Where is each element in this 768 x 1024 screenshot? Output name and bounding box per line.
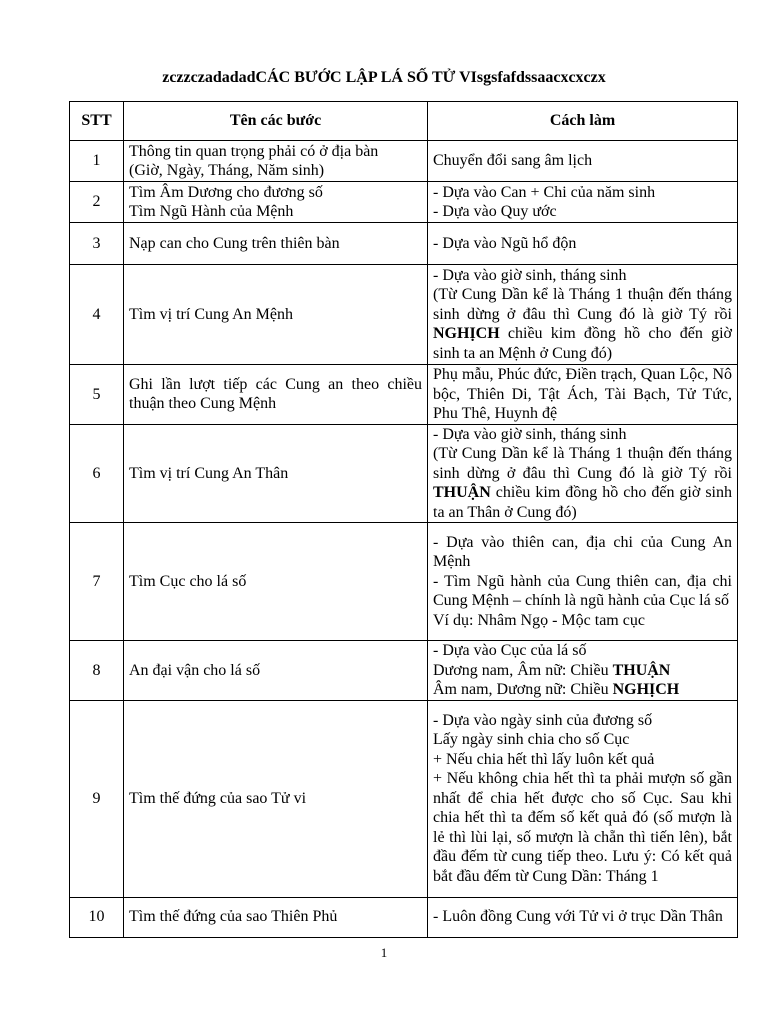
- header-method: Cách làm: [428, 102, 738, 141]
- method-line: - Luôn đồng Cung với Tử vi ở trục Dần Thân: [433, 908, 723, 926]
- row-stt: 2: [70, 182, 124, 223]
- method-line: - Dựa vào Ngũ hổ độn: [433, 234, 577, 252]
- method-line: - Dựa vào thiên can, địa chi của Cung An Mệnh: [433, 533, 732, 571]
- row-stt: 4: [70, 265, 124, 365]
- header-step-name: Tên các bước: [124, 102, 428, 141]
- steps-table: [69, 101, 738, 938]
- method-line: - Dựa vào Cục của lá số: [433, 642, 587, 659]
- table-row: [70, 265, 738, 365]
- row-step-name: [124, 523, 428, 641]
- method-line: Lấy ngày sinh chia cho số Cục: [433, 731, 630, 749]
- row-stt: 9: [70, 700, 124, 897]
- method-line: Chuyển đổi sang âm lịch: [433, 152, 593, 170]
- row-step-name: [124, 424, 428, 523]
- row-method: [428, 223, 738, 265]
- row-method: [428, 897, 738, 937]
- direction-emphasis: THUẬN: [433, 484, 491, 501]
- method-line: (Từ Cung Dần kể là Tháng 1 thuận đến tháng sinh dừng ở đâu thì Cung đó là giờ Tý rồi NGHỊCH chiều kim đồng hồ cho đến giờ sinh ta an Mệnh ở Cung đó): [433, 286, 732, 362]
- table-row: [70, 700, 738, 897]
- method-line: - Dựa vào giờ sinh, tháng sinh: [433, 266, 627, 284]
- row-method: [428, 424, 738, 523]
- method-line: Âm nam, Dương nữ: Chiều NGHỊCH: [433, 681, 680, 698]
- step-name-line: Tìm vị trí Cung An Mệnh: [129, 305, 293, 323]
- table-row: [70, 523, 738, 641]
- row-step-name: [124, 365, 428, 425]
- page-title: zczzczadadadCÁC BƯỚC LẬP LÁ SỐ TỬ VIsgsfafdssaacxcxczx: [162, 69, 606, 86]
- row-step-name: [124, 641, 428, 701]
- row-method: [428, 523, 738, 641]
- row-stt: 10: [70, 897, 124, 937]
- direction-emphasis: NGHỊCH: [433, 325, 500, 343]
- row-stt: 6: [70, 424, 124, 523]
- row-method: [428, 265, 738, 365]
- step-name-line: (Giờ, Ngày, Tháng, Năm sinh): [129, 162, 325, 179]
- step-name-line: Tìm thế đứng của sao Thiên Phủ: [129, 908, 338, 926]
- header-stt: STT: [70, 102, 124, 141]
- step-name-line: Thông tin quan trọng phải có ở địa bàn: [129, 142, 379, 160]
- row-stt: 3: [70, 223, 124, 265]
- row-method: [428, 141, 738, 182]
- method-line: - Dựa vào Can + Chi của năm sinh: [433, 183, 656, 201]
- row-method: [428, 365, 738, 425]
- step-name-line: Tìm vị trí Cung An Thân: [129, 464, 289, 482]
- step-name-line: Tìm Âm Dương cho đương số: [129, 183, 323, 201]
- row-stt: 7: [70, 523, 124, 641]
- method-line: - Dựa vào Quy ước: [433, 203, 557, 220]
- table-row: [70, 182, 738, 223]
- direction-emphasis: THUẬN: [612, 661, 671, 679]
- table-row: [70, 897, 738, 937]
- method-line: Ví dụ: Nhâm Ngọ - Mộc tam cục: [433, 611, 645, 629]
- row-method: [428, 182, 738, 223]
- row-stt: 1: [70, 141, 124, 182]
- table-row: [70, 424, 738, 523]
- method-line: (Từ Cung Dần kể là Tháng 1 thuận đến tháng sinh dừng ở đâu thì Cung đó là giờ Tý rồi THUẬN chiều kim đồng hồ cho đến giờ sinh ta an Thân ở Cung đó): [433, 445, 732, 521]
- method-line: Phụ mẫu, Phúc đức, Điền trạch, Quan Lộc, Nô bộc, Thiên Di, Tật Ách, Tài Bạch, Tử Tức, Phu Thê, Huynh đệ: [433, 366, 732, 422]
- method-line: + Nếu chia hết thì lấy luôn kết quả: [433, 750, 655, 768]
- step-name-line: An đại vận cho lá số: [129, 661, 261, 679]
- step-name-line: Tìm Cục cho lá số: [129, 572, 247, 590]
- row-step-name: [124, 223, 428, 265]
- row-step-name: [124, 700, 428, 897]
- step-name-line: Nạp can cho Cung trên thiên bàn: [129, 234, 340, 252]
- row-stt: 5: [70, 365, 124, 425]
- row-method: [428, 700, 738, 897]
- method-line: - Dựa vào ngày sinh của đương số: [433, 711, 653, 729]
- page-number: 1: [380, 945, 388, 960]
- row-method: [428, 641, 738, 701]
- row-step-name: [124, 182, 428, 223]
- step-name-line: Ghi lần lượt tiếp các Cung an theo chiều thuận theo Cung Mệnh: [129, 375, 422, 413]
- row-stt: 8: [70, 641, 124, 701]
- method-line: Dương nam, Âm nữ: Chiều THUẬN: [433, 661, 671, 679]
- table-row: [70, 141, 738, 182]
- step-name-line: Tìm thế đứng của sao Tử vi: [129, 789, 307, 807]
- method-line: - Tìm Ngũ hành của Cung thiên can, địa chi Cung Mệnh – chính là ngũ hành của Cục lá số: [433, 572, 732, 610]
- row-step-name: [124, 141, 428, 182]
- row-step-name: [124, 265, 428, 365]
- row-step-name: [124, 897, 428, 937]
- direction-emphasis: NGHỊCH: [612, 681, 680, 698]
- method-line: + Nếu không chia hết thì ta phải mượn số gần nhất để chia hết được cho số Cục. Sau khi chia hết thì ta đếm số kết quả đó (số mượn là lẻ thì lùi lại, số mượn là chẵn thì tiến lên), bắt đầu đếm từ cung tiếp theo. Lưu ý: Có kết quả bắt đầu đếm từ Cung Dần: Tháng 1: [433, 770, 732, 885]
- table-row: [70, 365, 738, 425]
- table-row: [70, 641, 738, 701]
- step-name-line: Tìm Ngũ Hành của Mệnh: [129, 203, 294, 220]
- table-header-row: [70, 102, 738, 141]
- table-row: [70, 223, 738, 265]
- method-line: - Dựa vào giờ sinh, tháng sinh: [433, 425, 627, 443]
